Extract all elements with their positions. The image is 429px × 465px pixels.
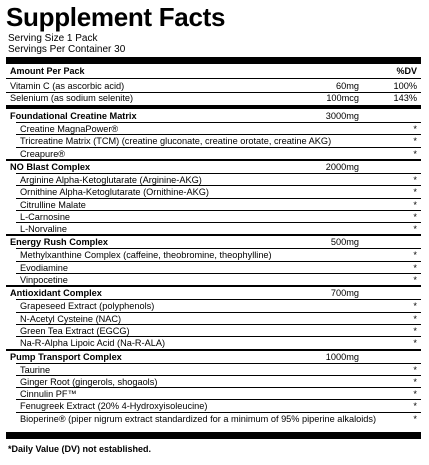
nutrient-amount: 60mg (336, 81, 359, 91)
header-rule (6, 78, 421, 79)
ingredient-name: Methylxanthine Complex (caffeine, theobromine, theophylline) (20, 250, 272, 261)
serving-size: Serving Size 1 Pack (8, 33, 98, 44)
ingredient-row (6, 148, 421, 160)
ingredient-row (6, 313, 421, 325)
dv-star: * (413, 124, 417, 134)
ingredient-name: Green Tea Extract (EGCG) (20, 325, 130, 336)
nutrient-dv: 143% (393, 93, 417, 103)
ingredient-name: Na-R-Alpha Lipoic Acid (Na-R-ALA) (20, 338, 166, 349)
section-rule (6, 105, 421, 109)
vitamin-row (6, 80, 421, 92)
ingredient-name: Bioperine® (piper nigrum extract standardized for a minimum of 95% piperine alkaloids) (20, 413, 377, 424)
panel-title: Supplement Facts (6, 2, 226, 32)
group-name: Foundational Creatine Matrix (10, 111, 137, 121)
ingredient-row (6, 199, 421, 211)
group-name: Energy Rush Complex (10, 237, 109, 248)
group-header (6, 110, 421, 122)
ingredient-row (6, 135, 421, 147)
ingredient-name: Fenugreek Extract (20% 4-Hydroxyisoleucine) (20, 401, 208, 412)
thick-rule-bottom (6, 432, 421, 439)
dv-star: * (413, 148, 417, 159)
supplement-facts-panel (4, 0, 423, 462)
ingredient-name: Creatine MagnaPower® (20, 124, 119, 134)
nutrient-amount: 100mcg (326, 93, 359, 103)
dv-star: * (413, 301, 417, 312)
group-amount: 3000mg (325, 111, 359, 121)
vitamin-row (6, 92, 421, 104)
dv-star: * (413, 136, 417, 147)
footnote: *Daily Value (DV) not established. (8, 444, 152, 454)
group-header (6, 161, 421, 173)
dv-star: * (413, 401, 417, 412)
amount-per-header: Amount Per Pack (10, 66, 85, 76)
ingredient-name: Ornithine Alpha-Ketoglutarate (Ornithine-AKG) (20, 187, 209, 198)
ingredient-row (6, 262, 421, 274)
ingredient-row (6, 413, 421, 425)
group-header (6, 236, 421, 248)
ingredient-name: Creapure® (20, 148, 66, 159)
group-name: Pump Transport Complex (10, 351, 122, 362)
group-name: NO Blast Complex (10, 161, 91, 172)
dv-star: * (413, 174, 417, 185)
group-header (6, 351, 421, 363)
ingredient-row (6, 211, 421, 223)
ingredient-row (6, 400, 421, 412)
dv-star: * (413, 211, 417, 222)
dv-star: * (413, 389, 417, 400)
nutrient-name: Selenium (as sodium selenite) (10, 93, 134, 103)
nutrient-dv: 100% (393, 81, 417, 91)
dv-star: * (413, 376, 417, 387)
thick-rule-top (6, 57, 421, 64)
dv-star: * (413, 199, 417, 210)
ingredient-row (6, 325, 421, 337)
dv-star: * (413, 275, 417, 285)
ingredient-name: L-Carnosine (20, 211, 71, 222)
dv-star: * (413, 262, 417, 273)
group-amount: 500mg (330, 237, 359, 248)
dv-star: * (413, 325, 417, 336)
ingredient-row (6, 123, 421, 135)
group-header (6, 287, 421, 299)
ingredient-name: L-Norvaline (20, 224, 67, 235)
dv-star: * (413, 187, 417, 198)
ingredient-row (6, 376, 421, 388)
dv-star: * (413, 338, 417, 349)
servings-per-container: Servings Per Container 30 (8, 44, 126, 55)
ingredient-row (6, 337, 421, 349)
ingredient-name: Ginger Root (gingerols, shogaols) (20, 376, 158, 387)
nutrient-name: Vitamin C (as ascorbic acid) (10, 81, 125, 91)
ingredient-name: Citrulline Malate (20, 199, 86, 210)
ingredient-row (6, 186, 421, 198)
dv-star: * (413, 413, 417, 424)
dv-star: * (413, 313, 417, 324)
ingredient-row (6, 249, 421, 261)
dv-header: %DV (396, 66, 417, 76)
ingredient-row (6, 174, 421, 186)
ingredient-name: Vinpocetine (20, 275, 68, 285)
ingredient-name: Grapeseed Extract (polyphenols) (20, 301, 155, 312)
ingredient-name: Evodiamine (20, 262, 69, 273)
ingredient-name: Tricreatine Matrix (TCM) (creatine gluconate, creatine orotate, creatine AKG) (20, 136, 332, 147)
group-amount: 700mg (330, 288, 359, 299)
ingredient-name: N-Acetyl Cysteine (NAC) (20, 313, 122, 324)
ingredient-row (6, 364, 421, 376)
ingredient-row (6, 388, 421, 400)
dv-star: * (413, 224, 417, 235)
ingredient-row (6, 223, 421, 235)
dv-star: * (413, 364, 417, 375)
ingredient-name: Arginine Alpha-Ketoglutarate (Arginine-AKG) (20, 174, 202, 185)
ingredient-name: Taurine (20, 364, 51, 375)
group-amount: 2000mg (325, 161, 359, 172)
ingredient-row (6, 274, 421, 286)
group-amount: 1000mg (325, 351, 359, 362)
ingredient-name: Cinnulin PF™ (20, 389, 77, 400)
ingredient-row (6, 300, 421, 312)
dv-star: * (413, 250, 417, 261)
group-name: Antioxidant Complex (10, 288, 102, 299)
